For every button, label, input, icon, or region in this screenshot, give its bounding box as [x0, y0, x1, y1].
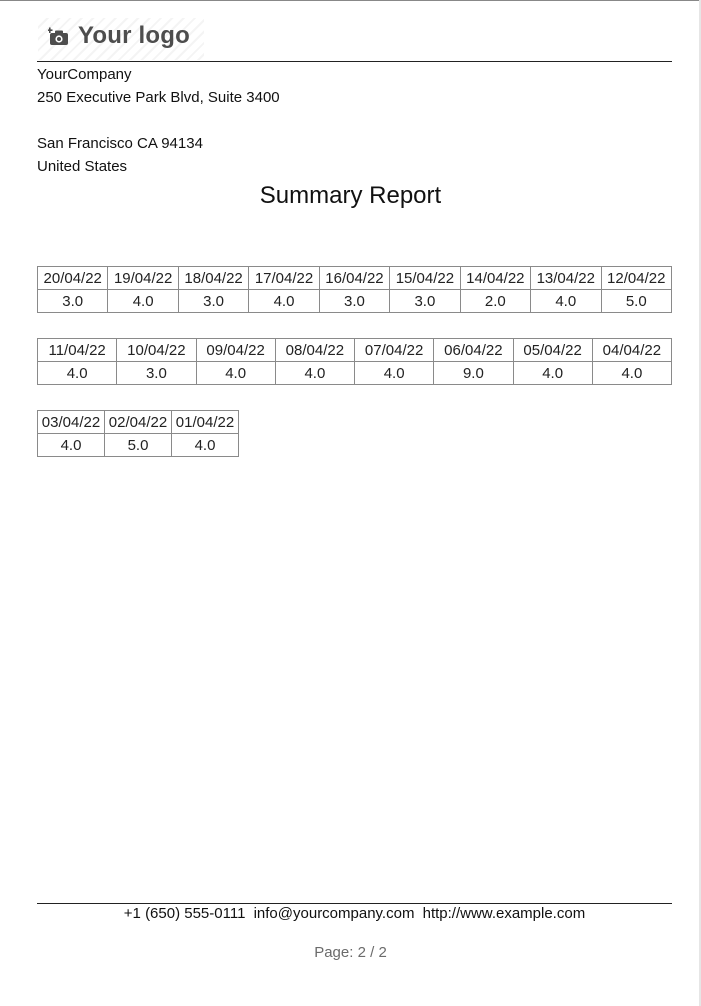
value-cell: 9.0 — [434, 362, 513, 385]
logo-text: Your logo — [78, 22, 191, 49]
date-header-cell: 07/04/22 — [355, 339, 434, 362]
date-header-cell: 09/04/22 — [196, 339, 275, 362]
dates-row — [38, 411, 239, 434]
footer-divider — [37, 903, 672, 904]
date-header-cell: 05/04/22 — [513, 339, 592, 362]
date-header-cell: 18/04/22 — [178, 267, 248, 290]
report-title: Summary Report — [259, 182, 442, 209]
values-row — [38, 290, 672, 313]
company-street: 250 Executive Park Blvd, Suite 3400 — [37, 89, 280, 106]
value-cell: 2.0 — [460, 290, 530, 313]
date-header-cell: 10/04/22 — [117, 339, 196, 362]
page-current: 2 — [357, 944, 366, 961]
value-cell: 3.0 — [319, 290, 389, 313]
page-separator: / — [370, 944, 375, 961]
value-cell: 3.0 — [390, 290, 460, 313]
footer-email: info@yourcompany.com — [253, 905, 415, 922]
value-cell: 5.0 — [601, 290, 672, 313]
value-cell: 3.0 — [117, 362, 196, 385]
date-header-cell: 14/04/22 — [460, 267, 530, 290]
value-cell: 3.0 — [38, 290, 108, 313]
summary-table — [37, 410, 239, 457]
date-header-cell: 01/04/22 — [172, 411, 239, 434]
value-cell: 4.0 — [275, 362, 354, 385]
value-cell: 3.0 — [178, 290, 248, 313]
company-name: YourCompany — [37, 66, 132, 83]
footer-phone: +1 (650) 555-0111 — [123, 905, 246, 922]
dates-row — [38, 267, 672, 290]
value-cell: 4.0 — [531, 290, 601, 313]
date-header-cell: 11/04/22 — [38, 339, 117, 362]
value-cell: 4.0 — [249, 290, 319, 313]
footer-contact — [37, 905, 672, 922]
date-header-cell: 04/04/22 — [592, 339, 671, 362]
footer-website: http://www.example.com — [422, 905, 586, 922]
date-header-cell: 17/04/22 — [249, 267, 319, 290]
company-logo — [38, 18, 204, 60]
dates-row — [38, 339, 672, 362]
date-header-cell: 12/04/22 — [601, 267, 672, 290]
values-row — [38, 434, 239, 457]
date-header-cell: 16/04/22 — [319, 267, 389, 290]
page-top-border — [0, 0, 701, 1]
date-header-cell: 19/04/22 — [108, 267, 178, 290]
value-cell: 4.0 — [592, 362, 671, 385]
date-header-cell: 02/04/22 — [105, 411, 172, 434]
page-total: 2 — [378, 944, 387, 961]
page-label: Page: — [314, 944, 354, 961]
company-address — [37, 63, 280, 178]
values-row — [38, 362, 672, 385]
value-cell: 4.0 — [38, 362, 117, 385]
page-counter — [0, 944, 701, 961]
value-cell: 4.0 — [513, 362, 592, 385]
date-header-cell: 15/04/22 — [390, 267, 460, 290]
company-country: United States — [37, 158, 128, 175]
value-cell: 5.0 — [105, 434, 172, 457]
camera-plus-icon — [48, 27, 70, 47]
summary-table — [37, 338, 672, 385]
value-cell: 4.0 — [355, 362, 434, 385]
value-cell: 4.0 — [172, 434, 239, 457]
value-cell: 4.0 — [38, 434, 105, 457]
value-cell: 4.0 — [196, 362, 275, 385]
summary-table — [37, 266, 672, 313]
date-header-cell: 06/04/22 — [434, 339, 513, 362]
date-header-cell: 20/04/22 — [38, 267, 108, 290]
header-divider — [37, 61, 672, 62]
date-header-cell: 03/04/22 — [38, 411, 105, 434]
company-city-line: San Francisco CA 94134 — [37, 135, 203, 152]
date-header-cell: 13/04/22 — [531, 267, 601, 290]
company-street2 — [37, 109, 280, 132]
date-header-cell: 08/04/22 — [275, 339, 354, 362]
value-cell: 4.0 — [108, 290, 178, 313]
